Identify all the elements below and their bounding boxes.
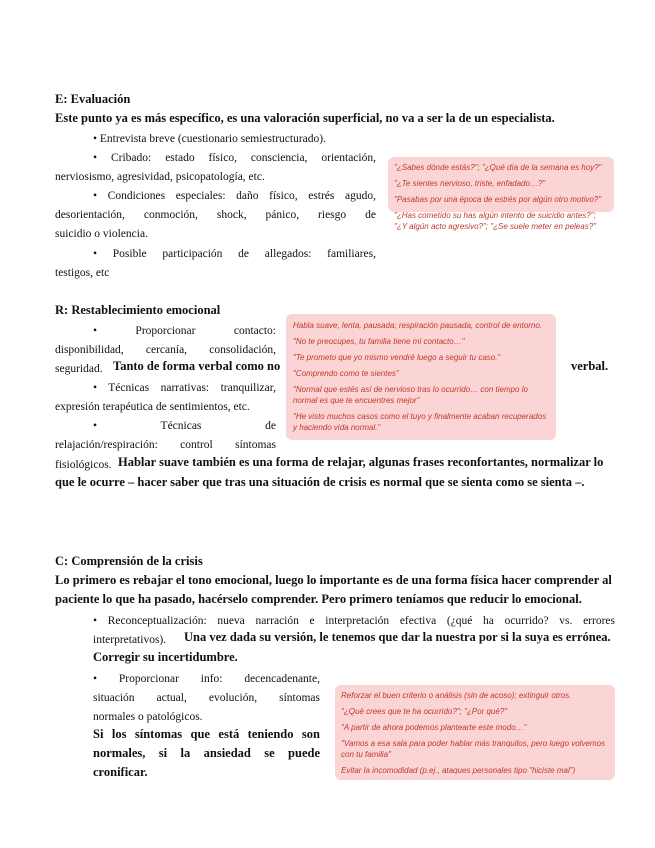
note-line: "¿Sabes dónde estás?"; "¿Qué día de la semana es hoy?" <box>394 163 602 172</box>
bold-remark: Tanto de forma verbal como no <box>113 359 281 373</box>
list-item: • Entrevista breve (cuestionario semiestructurado). <box>93 133 326 145</box>
list-item-continuation: testigos, etc <box>55 267 110 279</box>
note-line: "No te preocupes, tu familia tiene mi contacto…" <box>293 337 465 346</box>
list-item: • Proporcionar info: decencadenante, <box>93 673 320 685</box>
section-c-title: C: Comprensión de la crisis <box>55 554 203 568</box>
list-item-continuation: desorientación, conmoción, shock, pánico, riesgo de <box>55 209 376 221</box>
list-item: • Posible participación de allegados: familiares, <box>93 248 376 260</box>
list-item-continuation: expresión terapéutica de sentimientos, etc. <box>55 401 250 413</box>
note-line: "Vamos a esa sala para poder hablar más tranquilos, pero luego volvemos con tu familia" <box>341 739 606 759</box>
list-item: • Reconceptualización: nueva narración e interpretación efectiva (¿qué ha ocurrido? vs. errores <box>93 615 615 627</box>
list-item-continuation: normales o patológicos. <box>93 711 203 723</box>
list-item-continuation: seguridad. <box>55 363 103 375</box>
list-item-continuation: nerviosismo, agresividad, psicopatología, etc. <box>55 171 265 183</box>
note-line: "Comprendo como te sientes" <box>293 369 399 378</box>
list-item-continuation: suicidio o violencia. <box>55 228 148 240</box>
bold-remark: verbal. <box>571 359 609 373</box>
note-line: "Normal que estés así de nervioso tras lo ocurrido… con tiempo lo normal es que te encuentres mejor" <box>293 385 528 405</box>
list-item-continuation: disponibilidad, cercanía, consolidación, <box>55 344 276 356</box>
section-c-paragraph: Lo primero es rebajar el tono emocional, luego lo importante es de una forma física hacer comprender al <box>55 573 612 587</box>
list-item: • Cribado: estado físico, consciencia, orientación, <box>93 152 376 164</box>
note-line: "Pasabas por una época de estrés por algún otro motivo?" <box>394 195 602 204</box>
bold-remark: Corregir su incertidumbre. <box>93 650 238 664</box>
note-line: "¿Has cometido su has algún intento de suicidio antes?"; "¿Y algún acto agresivo?"; "¿Se suele meter en peleas?" <box>394 211 596 231</box>
note-line: "Te prometo que yo mismo vendré luego a seguir tu caso." <box>293 353 501 362</box>
list-item: • Proporcionar contacto: <box>93 325 276 337</box>
note-line: "¿Qué crees que te ha ocurrido?"; "¿Por qué?" <box>341 707 508 716</box>
bold-remark: Hablar suave también es una forma de relajar, algunas frases reconfortantes, normalizar lo <box>118 455 604 469</box>
note-line: Habla suave, lenta, pausada; respiración pausada, control de entorno. <box>293 321 543 330</box>
section-r-title: R: Restablecimiento emocional <box>55 303 221 317</box>
list-item: • Técnicas de <box>93 420 276 432</box>
note-line: "A partir de ahora podemos plantearte este modo…" <box>341 723 527 732</box>
note-line: "He visto muchos casos como el tuyo y finalmente acaban recuperados y haciendo vida normal." <box>293 412 547 432</box>
list-item: • Técnicas narrativas: tranquilizar, <box>93 382 276 394</box>
comment-note-comprehension <box>335 685 615 780</box>
list-item-continuation: relajación/respiración: control síntomas <box>55 439 276 451</box>
bold-remark: normales, si la ansiedad se puede <box>93 746 320 760</box>
note-line: Evitar la incomodidad (p.ej., ataques personales tipo "hiciste mal") <box>341 766 576 775</box>
bold-remark: Una vez dada su versión, le tenemos que dar la nuestra por si la suya es errónea. <box>184 630 611 644</box>
list-item-continuation: interpretativos). <box>93 634 167 646</box>
bold-remark: que le ocurre – hacer saber que tras una situación de crisis es normal que se sienta como se sienta –. <box>55 475 585 489</box>
note-line: Reforzar el buen criterio o análisis (sin de acoso); extinguir otros. <box>341 691 572 700</box>
list-item: • Condiciones especiales: daño físico, estrés agudo, <box>93 190 376 202</box>
section-e-title: E: Evaluación <box>55 92 131 106</box>
section-e-intro: Este punto ya es más específico, es una valoración superficial, no va a ser la de un especialista. <box>55 111 555 125</box>
comment-note-evaluation <box>388 157 614 231</box>
section-c-paragraph: paciente lo que ha pasado, hacérselo comprender. Pero primero teníamos que reducir lo emocional. <box>55 592 582 606</box>
note-line: "¿Te sientes nervioso, triste, enfadado…?" <box>394 179 546 188</box>
bold-remark: cronificar. <box>93 765 148 779</box>
list-item-continuation: situación actual, evolución, síntomas <box>93 692 320 704</box>
list-item-continuation: fisiológicos. <box>55 459 112 471</box>
bold-remark: Si los síntomas que está teniendo son <box>93 727 320 741</box>
comment-note-emotional <box>286 314 556 440</box>
